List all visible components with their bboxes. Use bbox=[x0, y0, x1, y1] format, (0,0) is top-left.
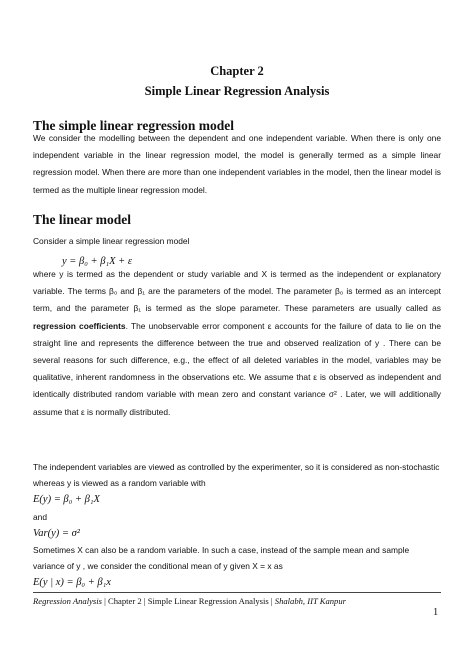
footer-author: Shalabh, IIT Kanpur bbox=[274, 596, 346, 606]
paragraph-text-start: where y is termed as the dependent or study variable and X is termed as the independent or explanatory variable. The terms β₀ and β₁ are the parameters of the model. The parameter β₀ is termed as an intercept term, and the parameter β₁ is termed as the slope parameter. These parameters are usually called as bbox=[33, 269, 441, 314]
footer-divider bbox=[33, 592, 441, 593]
footer-course: Regression Analysis bbox=[33, 596, 102, 606]
equation-expectation: E(y) = β₀ + β₁X bbox=[33, 494, 100, 505]
equation-conditional-mean: E(y | x) = β₀ + β₁x bbox=[33, 577, 111, 588]
paragraph3-line1: Sometimes X can also be a random variable. In such a case, instead of the sample mean and sample bbox=[33, 545, 410, 555]
equation-variance: Var(y) = σ² bbox=[33, 528, 80, 539]
paragraph2-line2: whereas y is viewed as a random variable with bbox=[33, 478, 206, 488]
section-heading-simple-model: The simple linear regression model bbox=[33, 118, 234, 133]
footer-chapter: Chapter 2 bbox=[108, 596, 142, 606]
chapter-title: Simple Linear Regression Analysis bbox=[144, 84, 330, 98]
paragraph-text-end: . The unobservable error component ε accounts for the failure of data to lie on the straight line and represents the difference between the true and observed realization of y . There can be several reasons for such difference, e.g., the effect of all deleted variables in the model, variables may be qualitative, inherent randomness in the observations etc. We assume that ε is observed as independent and identically distributed random variable with mean zero and constant variance σ² . Later, we will additionally assume that ε is normally distributed. bbox=[33, 320, 441, 417]
paragraph3-line2: variance of y , we consider the conditional mean of y given X = x as bbox=[33, 561, 283, 571]
equation-model: y = β₀ + β₁X + ε bbox=[62, 256, 132, 267]
chapter-label: Chapter 2 bbox=[210, 64, 264, 78]
paragraph2-line1: The independent variables are viewed as controlled by the experimenter, so it is considered as non-stochastic bbox=[33, 462, 440, 472]
footer-title: Simple Linear Regression Analysis bbox=[147, 596, 269, 606]
bold-term-regression-coefficients: regression coefficients bbox=[33, 320, 126, 331]
section-paragraph-simple-model: We consider the modelling between the dependent and one independent variable. When there is only one independent variable in the linear regression model, the model is generally termed as a simple linear regression model. When there are more than one independent variables in the model, then the linear model is termed as the multiple linear regression model. bbox=[33, 133, 441, 195]
section-heading-linear-model: The linear model bbox=[33, 212, 132, 227]
paragraph-model-description bbox=[33, 266, 441, 421]
and-text: and bbox=[33, 512, 47, 522]
running-footer: Regression Analysis | Chapter 2 | Simple Linear Regression Analysis | Shalabh, IIT Kanpur bbox=[33, 596, 346, 606]
page-number: 1 bbox=[433, 607, 439, 618]
intro-sentence: Consider a simple linear regression model bbox=[33, 236, 190, 246]
